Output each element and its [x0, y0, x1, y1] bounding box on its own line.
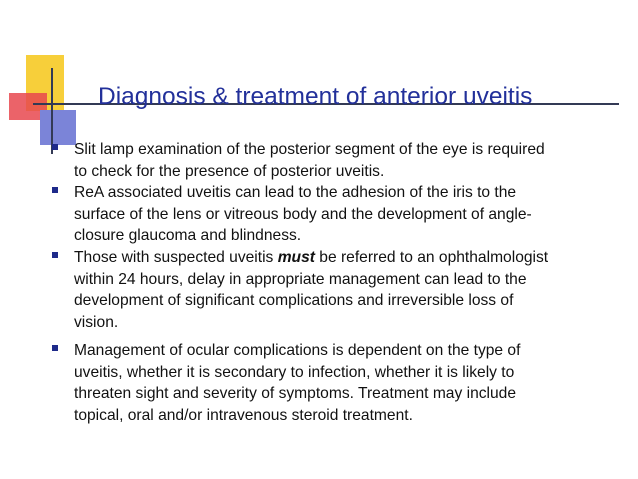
bullet-text — [74, 139, 630, 182]
bullet-line: within 24 hours, delay in appropriate management can lead to the — [74, 270, 527, 288]
bullet-line: to check for the presence of posterior uveitis. — [74, 162, 385, 180]
bullet-text — [74, 182, 630, 247]
bullet-line: Slit lamp examination of the posterior segment of the eye is required — [74, 141, 545, 158]
bullet-line: development of significant complications and irreversible loss of — [74, 292, 514, 310]
bullet-line: surface of the lens or vitreous body and the development of angle- — [74, 205, 532, 223]
bullet-text — [74, 340, 630, 426]
bullet-line: closure glaucoma and blindness. — [74, 227, 302, 245]
bullet-line: topical, oral and/or intravenous steroid treatment. — [74, 406, 413, 424]
bullet-text-segment: Those with suspected uveitis — [74, 249, 278, 266]
emphasis-must: must — [277, 249, 315, 266]
bullet-line: vision. — [74, 313, 119, 331]
bullet-line — [74, 247, 630, 269]
square-bullet-icon — [52, 144, 58, 150]
bullet-text — [74, 247, 630, 333]
bullet-line: threaten sight and severity of symptoms. Treatment may include — [74, 385, 517, 403]
bullet-line: Management of ocular complications is dependent on the type of — [74, 342, 521, 359]
bullet-text-segment: be referred to an ophthalmologist — [314, 249, 549, 266]
slide-title: Diagnosis & treatment of anterior uveitis — [98, 83, 533, 110]
bullet-line: uveitis, whether it is secondary to infection, whether it is likely to — [74, 363, 515, 381]
square-bullet-icon — [52, 252, 58, 258]
square-bullet-icon — [52, 345, 58, 351]
square-bullet-icon — [52, 187, 58, 193]
bullet-line: ReA associated uveitis can lead to the adhesion of the iris to the — [74, 184, 517, 201]
